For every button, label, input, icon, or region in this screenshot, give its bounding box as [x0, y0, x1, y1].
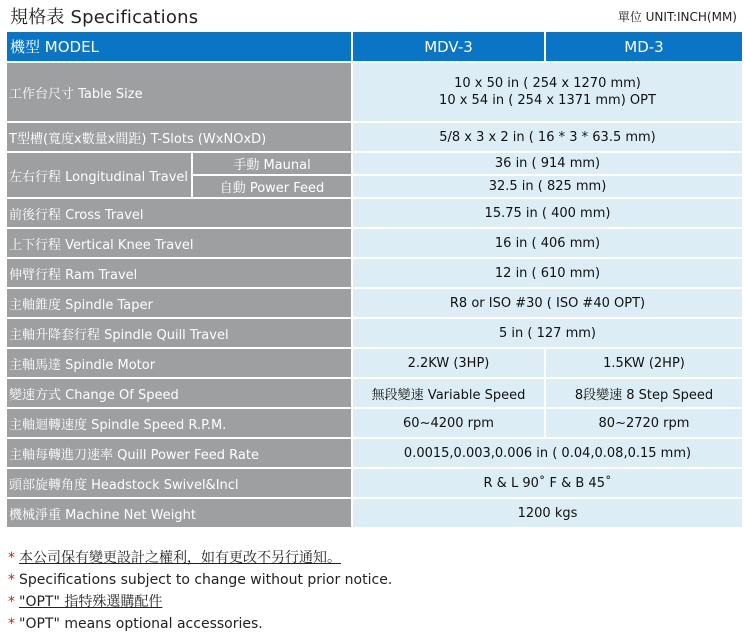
value-motor-md3: 1.5KW (2HP) — [546, 349, 744, 379]
value-ram-travel: 12 in ( 610 mm) — [353, 259, 744, 289]
value-speed-change-md3: 8段變速 8 Step Speed — [546, 379, 744, 409]
note-asterisk: * — [8, 594, 15, 610]
row-label-table-size: 工作台尺寸 Table Size — [7, 63, 353, 123]
model-mdv3: MDV-3 — [353, 32, 546, 63]
table-header-row — [7, 32, 744, 63]
note-3-text: "OPT" 指特殊選購配件 — [19, 594, 163, 610]
table-row — [7, 439, 744, 469]
value-table-size — [353, 63, 744, 123]
row-label-quill-travel: 主軸升降套行程 Spindle Quill Travel — [7, 319, 353, 349]
table-row — [7, 289, 744, 319]
row-label-spindle-motor: 主軸馬達 Spindle Motor — [7, 349, 353, 379]
table-row — [7, 409, 744, 439]
table-row — [7, 153, 744, 176]
note-1-text: 本公司保有變更設計之權利，如有更改不另行通知。 — [19, 550, 341, 566]
unit-label: 單位 UNIT:INCH(MM) — [617, 10, 737, 24]
row-label-cross-travel: 前後行程 Cross Travel — [7, 199, 353, 229]
value-net-weight: 1200 kgs — [353, 499, 744, 529]
note-4-text: "OPT" means optional accessories. — [19, 616, 263, 632]
model-label: 機型 MODEL — [7, 32, 353, 63]
sub-label-manual: 手動 Maunal — [193, 153, 353, 176]
model-md3: MD-3 — [546, 32, 744, 63]
value-vertical-travel: 16 in ( 406 mm) — [353, 229, 744, 259]
note-4 — [8, 613, 392, 635]
row-label-t-slots: T型槽(寬度x數量x間距) T-Slots (WxNOxD) — [7, 123, 353, 153]
row-label-vertical-travel: 上下行程 Vertical Knee Travel — [7, 229, 353, 259]
table-row — [7, 199, 744, 229]
spec-table — [7, 32, 744, 529]
note-asterisk: * — [8, 572, 15, 588]
value-manual: 36 in ( 914 mm) — [353, 153, 744, 176]
note-asterisk: * — [8, 550, 15, 566]
row-label-ram-travel: 伸臂行程 Ram Travel — [7, 259, 353, 289]
row-label-spindle-rpm: 主軸迴轉速度 Spindle Speed R.P.M. — [7, 409, 353, 439]
value-motor-mdv3: 2.2KW (3HP) — [353, 349, 546, 379]
row-label-net-weight: 機械淨重 Machine Net Weight — [7, 499, 353, 529]
table-row — [7, 319, 744, 349]
sub-label-power-feed: 自動 Power Feed — [193, 176, 353, 199]
table-row — [7, 229, 744, 259]
note-1 — [8, 547, 392, 569]
table-row — [7, 469, 744, 499]
row-label-feed-rate: 主軸每轉進刀速率 Quill Power Feed Rate — [7, 439, 353, 469]
table-row — [7, 259, 744, 289]
value-table-size-line1: 10 x 50 in ( 254 x 1270 mm) — [454, 76, 641, 91]
note-2-text: Specifications subject to change without prior notice. — [19, 572, 393, 588]
value-cross-travel: 15.75 in ( 400 mm) — [353, 199, 744, 229]
note-asterisk: * — [8, 616, 15, 632]
table-row — [7, 349, 744, 379]
notes — [8, 547, 392, 635]
row-label-longitudinal: 左右行程 Longitudinal Travel — [7, 153, 193, 199]
table-row — [7, 499, 744, 529]
note-3 — [8, 591, 392, 613]
value-power-feed: 32.5 in ( 825 mm) — [353, 176, 744, 199]
page-title: 規格表 Specifications — [10, 7, 199, 28]
value-rpm-mdv3: 60~4200 rpm — [353, 409, 546, 439]
value-speed-change-mdv3: 無段變速 Variable Speed — [353, 379, 546, 409]
table-row — [7, 123, 744, 153]
table-row — [7, 63, 744, 123]
value-rpm-md3: 80~2720 rpm — [546, 409, 744, 439]
row-label-change-of-speed: 變速方式 Change Of Speed — [7, 379, 353, 409]
value-quill-travel: 5 in ( 127 mm) — [353, 319, 744, 349]
note-2 — [8, 569, 392, 591]
table-row — [7, 379, 744, 409]
value-t-slots: 5/8 x 3 x 2 in ( 16 * 3 * 63.5 mm) — [353, 123, 744, 153]
value-feed-rate: 0.0015,0.003,0.006 in ( 0.04,0.08,0.15 mm) — [353, 439, 744, 469]
row-label-spindle-taper: 主軸錐度 Spindle Taper — [7, 289, 353, 319]
row-label-headstock-swivel: 頭部旋轉角度 Headstock Swivel&Incl — [7, 469, 353, 499]
value-headstock-swivel: R & L 90˚ F & B 45˚ — [353, 469, 744, 499]
value-spindle-taper: R8 or ISO #30 ( ISO #40 OPT) — [353, 289, 744, 319]
value-table-size-line2: 10 x 54 in ( 254 x 1371 mm) OPT — [439, 93, 656, 108]
